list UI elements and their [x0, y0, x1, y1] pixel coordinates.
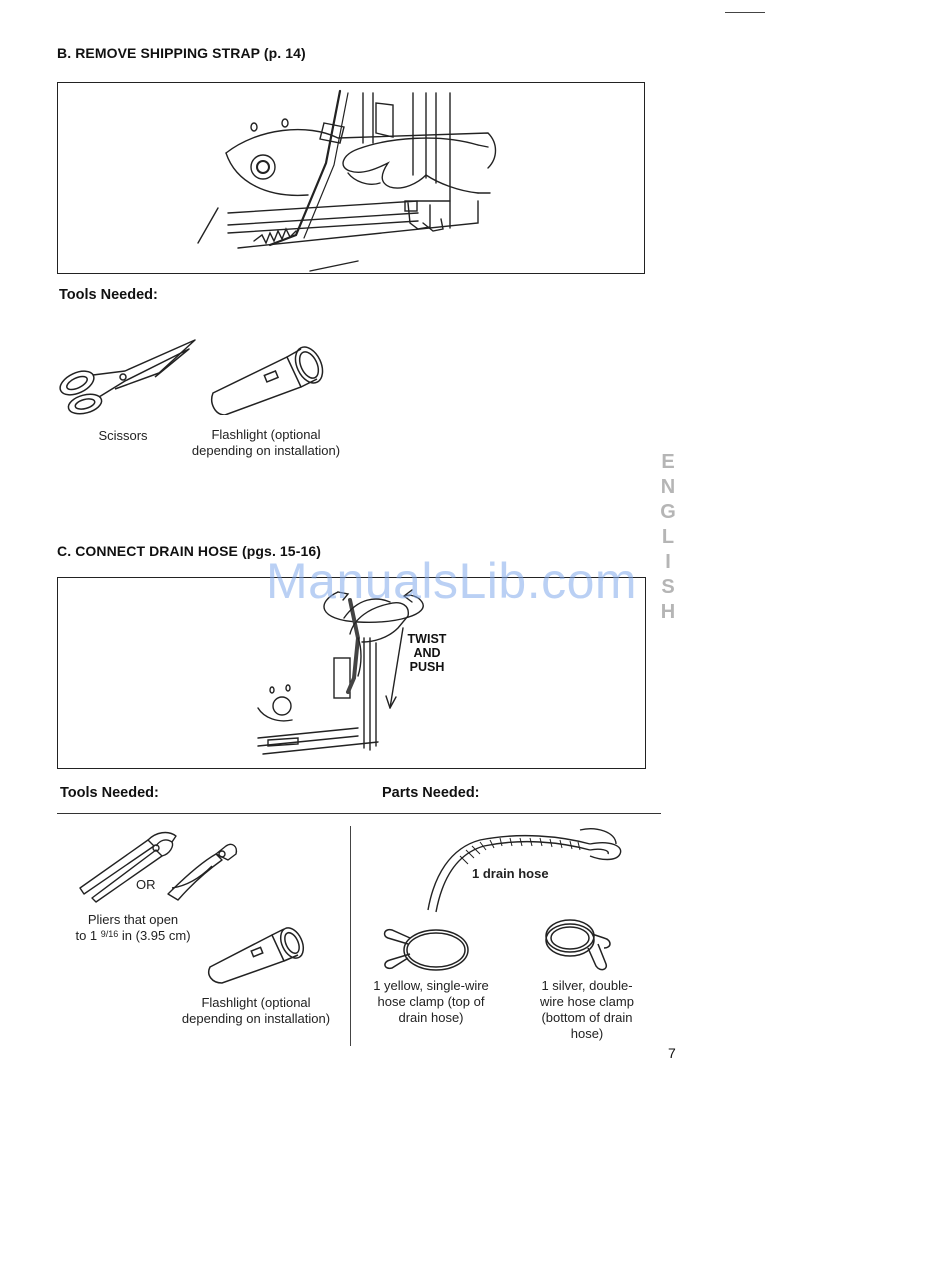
- callout-line2: AND: [413, 646, 441, 660]
- callout-line1: TWIST: [407, 632, 447, 646]
- parts-divider-horizontal: [57, 813, 661, 814]
- pliers-size-fraction: 9/16: [100, 929, 119, 939]
- flashlight-label-line1: Flashlight (optional: [211, 427, 321, 442]
- flashlight-label-line2: depending on installation): [191, 443, 341, 458]
- pliers-label: [60, 912, 206, 945]
- section-c-parts-title: Parts Needed:: [382, 785, 480, 801]
- callout-line3: PUSH: [409, 660, 445, 674]
- silver-clamp-line3: (bottom of drain: [541, 1010, 633, 1025]
- pliers-label-line2: [60, 928, 206, 945]
- language-side-tab: ENGLISH: [657, 450, 679, 626]
- single-wire-clamp-icon: [380, 918, 472, 978]
- yellow-clamp-line2: hose clamp (top of: [377, 994, 485, 1009]
- silver-clamp-label: [526, 978, 648, 1042]
- pliers-size-prefix: to 1: [75, 928, 101, 943]
- section-c-heading: C. CONNECT DRAIN HOSE (pgs. 15-16): [57, 543, 321, 559]
- double-wire-clamp-icon: [538, 912, 616, 974]
- pliers-or-label: OR: [136, 877, 156, 892]
- shipping-strap-illustration: [57, 82, 645, 274]
- flashlight-icon: [204, 923, 309, 985]
- watermark: ManualsLib.com: [266, 553, 638, 609]
- section-c-tools-title: Tools Needed:: [60, 785, 159, 801]
- flashlight-c-line2: depending on installation): [181, 1011, 331, 1026]
- pliers-size-suffix: in (3.95 cm): [118, 928, 191, 943]
- flashlight-label: [180, 427, 352, 459]
- flashlight-c-line1: Flashlight (optional: [201, 995, 311, 1010]
- yellow-clamp-line3: drain hose): [398, 1010, 464, 1025]
- yellow-clamp-line1: 1 yellow, single-wire: [373, 978, 489, 993]
- pliers-label-line1: Pliers that open: [87, 912, 179, 927]
- twist-push-callout: [401, 632, 453, 674]
- scissors-label: Scissors: [98, 428, 148, 443]
- silver-clamp-line1: 1 silver, double-: [541, 978, 633, 993]
- flashlight-label-c: [170, 995, 342, 1027]
- section-b-heading: B. REMOVE SHIPPING STRAP (p. 14): [57, 45, 306, 61]
- yellow-clamp-label: [361, 978, 501, 1026]
- silver-clamp-line2: wire hose clamp: [540, 994, 634, 1009]
- parts-divider-vertical: [350, 826, 351, 1046]
- top-rule: [725, 12, 765, 13]
- page-number: 7: [668, 1045, 676, 1061]
- silver-clamp-line4: hose): [570, 1026, 604, 1041]
- scissors-icon: [55, 335, 200, 420]
- section-b-tools-title: Tools Needed:: [59, 287, 158, 303]
- drain-hose-label: 1 drain hose: [472, 866, 549, 881]
- flashlight-icon: [205, 343, 330, 415]
- pliers-icon: [76, 826, 241, 906]
